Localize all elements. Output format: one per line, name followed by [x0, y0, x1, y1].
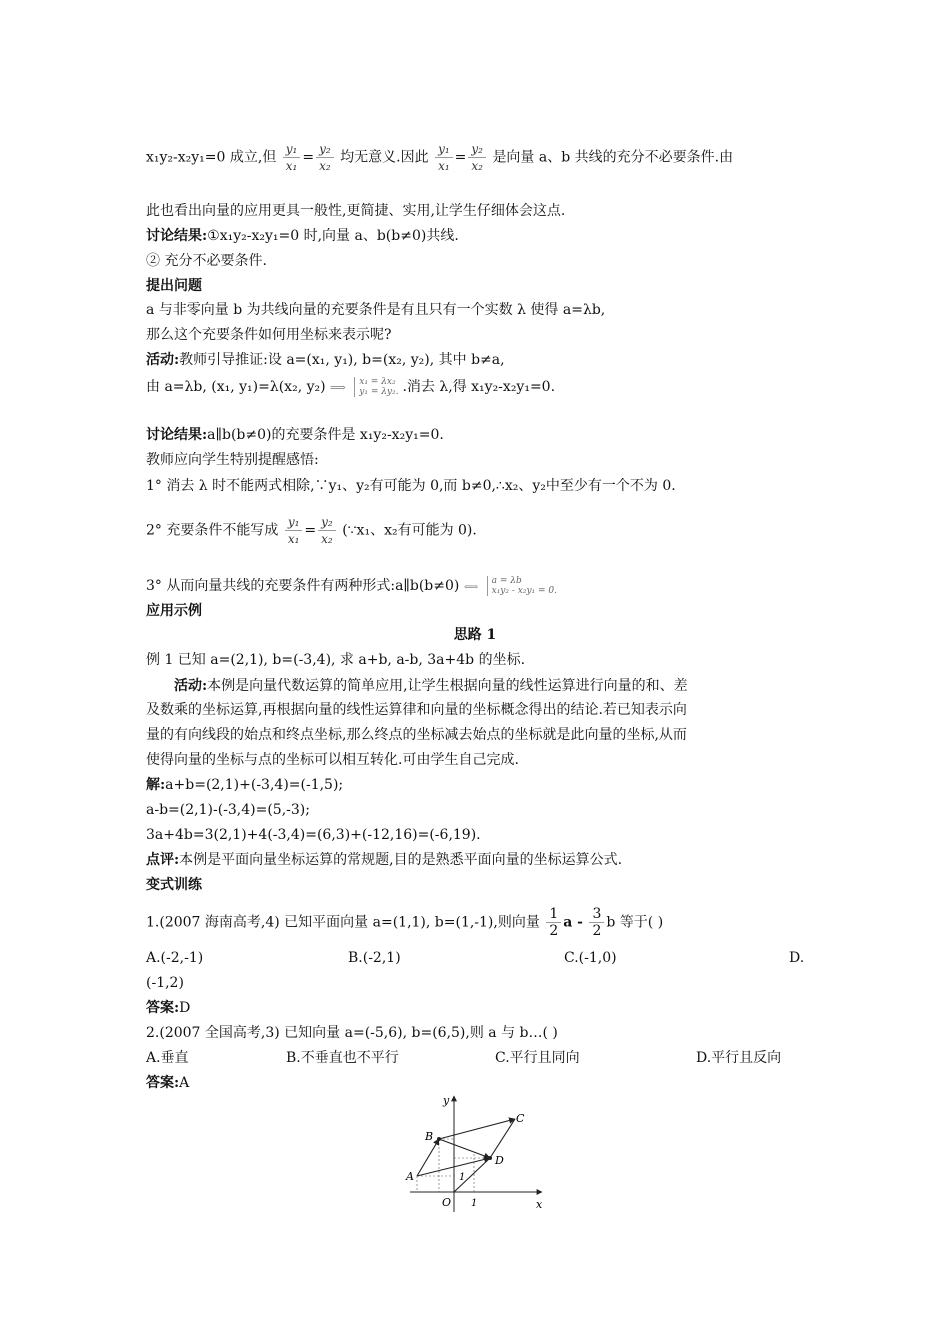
iff-arrow: ⟺: [463, 582, 479, 593]
line-11: 1° 消去 λ 时不能两式相除,∵y₁、y₂有可能为 0,而 b≠0,∴x₂、y₂中至少有一个不为 0.: [146, 478, 676, 494]
fraction: [283, 141, 301, 174]
equation-system: [354, 377, 398, 397]
denominator: x₂: [319, 159, 331, 173]
denominator: x₂: [321, 532, 333, 546]
question-1: [146, 906, 663, 939]
option-a: A.(-2,-1): [146, 950, 204, 966]
option-d: D.平行且反向: [696, 1050, 782, 1066]
fraction: [468, 141, 486, 174]
numerator: y₂: [318, 514, 336, 531]
label: 活动:: [146, 352, 180, 368]
answer-2: [146, 1073, 189, 1093]
heading-approach-1: 思路 1: [453, 627, 497, 643]
example-1: 例 1 已知 a=(2,1), b=(-3,4), 求 a+b, a-b, 3a+4b 的坐标.: [146, 652, 526, 668]
segment-ab: [417, 1139, 439, 1176]
label: 答案:: [146, 1000, 180, 1016]
line-10: 教师应向学生特别提醒感悟:: [146, 452, 319, 468]
label: 活动:: [174, 678, 208, 694]
answer-1: [146, 998, 190, 1018]
option-b: B.不垂直也不平行: [286, 1050, 399, 1066]
numerator: y₂: [468, 141, 486, 158]
numerator: y₁: [435, 141, 453, 158]
fraction: [589, 906, 604, 939]
heading-application-examples: 应用示例: [146, 603, 202, 619]
equation: y₁ = λy₂.: [359, 387, 399, 397]
activity-line-4: 使得向量的坐标与点的坐标可以相互转化.可由学生自己完成.: [146, 752, 519, 768]
denominator: x₁: [438, 159, 450, 173]
equals: =: [304, 522, 317, 539]
numerator: y₁: [285, 514, 303, 531]
text: 教师引导推证:设 a=(x₁, y₁), b=(x₂, y₂), 其中 b≠a,: [179, 352, 505, 368]
value: A: [179, 1075, 190, 1091]
solution-line-3: 3a+4b=3(2,1)+4(-3,4)=(6,3)+(-12,16)=(-6,19).: [146, 827, 481, 843]
fraction: [316, 141, 334, 174]
numerator: y₁: [283, 141, 301, 158]
denominator: x₁: [287, 532, 300, 546]
text: 2° 充要条件不能写成: [146, 522, 279, 539]
option-a: A.垂直: [146, 1050, 189, 1066]
option-c: C.平行且同向: [495, 1050, 580, 1066]
line-12: [146, 514, 477, 547]
origin-label: O: [442, 1196, 452, 1209]
text: .消去 λ,得 x₁y₂-x₂y₁=0.: [402, 379, 556, 395]
fraction: [318, 514, 336, 547]
heading-variant-training: 变式训练: [146, 877, 202, 893]
label: 讨论结果:: [146, 427, 208, 443]
label: 答案:: [146, 1075, 180, 1091]
line-6: 那么这个充要条件如何用坐标来表示呢?: [146, 327, 392, 343]
label: 点评:: [146, 852, 180, 868]
question-2: 2.(2007 全国高考,3) 已知向量 a=(-5,6), b=(6,5),则 a 与 b…( ): [146, 1025, 558, 1041]
option-d-value: (-1,2): [146, 975, 184, 991]
line-9: [146, 425, 444, 445]
activity-line-1: [174, 676, 688, 696]
text: (∵x₁、x₂有可能为 0).: [342, 522, 477, 539]
equation: x₁ = λx₂: [359, 377, 396, 387]
x-axis-label: x: [536, 1198, 543, 1211]
line-13: [146, 576, 561, 598]
option-b: B.(-2,1): [348, 950, 401, 966]
denominator: 2: [549, 923, 559, 939]
numerator: y₂: [316, 141, 334, 158]
numerator: 3: [589, 906, 604, 923]
equation: x₁y₂ - x₂y₁ = 0.: [491, 586, 557, 596]
line-4: ② 充分不必要条件.: [146, 253, 267, 269]
text: b 等于( ): [606, 914, 664, 931]
option-d: D.: [789, 950, 805, 966]
label: 讨论结果:: [146, 228, 208, 244]
fraction: [546, 906, 561, 939]
line-7: [146, 350, 505, 370]
solution-line-1: [146, 775, 343, 795]
equation: a = λb: [491, 576, 522, 586]
denominator: 2: [592, 923, 602, 939]
line-8: [146, 377, 555, 398]
text: 均无意义.因此: [340, 149, 429, 166]
activity-line-3: 量的有向线段的始点和终点坐标,那么终点的坐标减去始点的坐标就是此向量的坐标,从而: [146, 727, 687, 743]
implies-arrow: ⟹: [330, 381, 346, 394]
y-axis-label: y: [443, 1094, 450, 1107]
value: D: [179, 1000, 191, 1016]
text: 3° 从而向量共线的充要条件有两种形式:a∥b(b≠0): [146, 578, 460, 594]
review-line: [146, 850, 622, 870]
line-5: a 与非零向量 b 为共线向量的充要条件是有且只有一个实数 λ 使得 a=λb,: [146, 302, 606, 318]
numerator: 1: [546, 906, 561, 923]
point-d: [488, 1156, 492, 1160]
line-3: [146, 226, 459, 246]
point-b-label: B: [425, 1130, 434, 1143]
text: 是向量 a、b 共线的充分不必要条件.由: [492, 149, 734, 166]
fraction: [435, 141, 453, 174]
y-tick-label: 1: [459, 1172, 466, 1183]
line-2: 此也看出向量的应用更具一般性,更简捷、实用,让学生仔细体会这点.: [146, 203, 566, 219]
text: a∥b(b≠0)的充要条件是 x₁y₂-x₂y₁=0.: [207, 427, 444, 443]
equals: =: [302, 149, 315, 166]
equals: =: [454, 149, 467, 166]
activity-line-2: 及数乘的坐标运算,再根据向量的线性运算律和向量的坐标概念得出的结论.若已知表示向: [146, 702, 687, 718]
text: a -: [563, 914, 583, 931]
heading-ask-question: 提出问题: [146, 278, 202, 294]
point-d-label: D: [495, 1154, 504, 1167]
line-1: [146, 141, 733, 174]
point-b: [437, 1137, 441, 1141]
denominator: x₂: [471, 159, 483, 173]
solution-line-2: a-b=(2,1)-(-3,4)=(5,-3);: [146, 802, 310, 818]
x-tick-label: 1: [471, 1198, 478, 1209]
text: 由 a=λb, (x₁, y₁)=λ(x₂, y₂): [146, 379, 326, 395]
vector-figure: [402, 1092, 547, 1217]
option-c: C.(-1,0): [564, 950, 617, 966]
denominator: x₁: [285, 159, 298, 173]
text: 本例是平面向量坐标运算的常规题,目的是熟悉平面向量的坐标运算公式.: [179, 852, 623, 868]
text: ①x₁y₂-x₂y₁=0 时,向量 a、b(b≠0)共线.: [207, 228, 459, 244]
fraction: [285, 514, 303, 547]
label: 解:: [146, 777, 166, 793]
text: 1.(2007 海南高考,4) 已知平面向量 a=(1,1), b=(1,-1),则向量: [146, 914, 540, 931]
equation-system: [487, 576, 557, 596]
point-c-label: C: [516, 1112, 525, 1125]
segment-bd: [439, 1139, 490, 1158]
text: x₁y₂-x₂y₁=0 成立,但: [146, 149, 277, 166]
point-a-label: A: [406, 1170, 414, 1183]
text: a+b=(2,1)+(-3,4)=(-1,5);: [165, 777, 344, 793]
text: 本例是向量代数运算的简单应用,让学生根据向量的线性运算进行向量的和、差: [207, 678, 688, 694]
